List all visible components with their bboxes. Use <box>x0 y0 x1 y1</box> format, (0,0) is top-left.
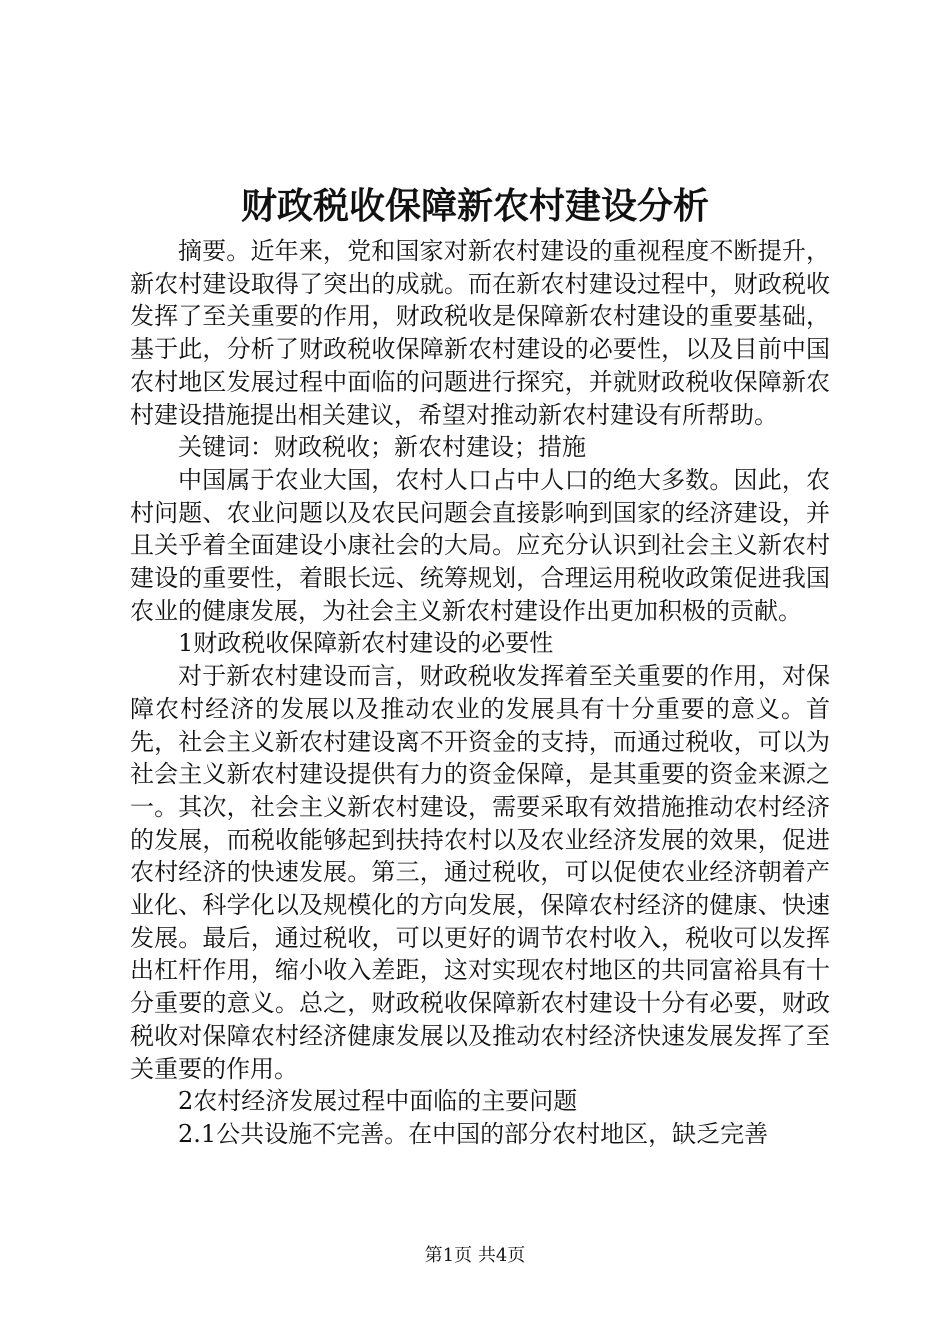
page-footer: 第1页 共4页 <box>424 1245 526 1266</box>
document-body <box>130 235 830 1151</box>
document-title: 财政税收保障新农村建设分析 <box>240 185 709 227</box>
section-heading-2: 2农村经济发展过程中面临的主要问题 <box>178 1087 578 1116</box>
section-heading-1: 1财政税收保障新农村建设的必要性 <box>178 629 554 658</box>
keywords-paragraph: 关键词：财政税收；新农村建设；措施 <box>178 433 586 462</box>
intro-paragraph: 中国属于农业大国，农村人口占中人口的绝大多数。因此，农村问题、农业问题以及农民问题会直接影响到国家的经济建设，并且关乎着全面建设小康社会的大局。应充分认识到社会主义新农村建设的重要性，着眼长远、统筹规划，合理运用税收政策促进我国农业的健康发展，为社会主义新农村建设作出更加积极的贡献。 <box>130 465 830 625</box>
section-1-paragraph: 对于新农村建设而言，财政税收发挥着至关重要的作用，对保障农村经济的发展以及推动农业的发展具有十分重要的意义。首先，社会主义新农村建设离不开资金的支持，而通过税收，可以为社会主义新农村建设提供有力的资金保障，是其重要的资金来源之一。其次，社会主义新农村建设，需要采取有效措施推动农村经济的发展，而税收能够起到扶持农村以及农业经济发展的效果，促进农村经济的快速发展。第三，通过税收，可以促使农业经济朝着产业化、科学化以及规模化的方向发展，保障农村经济的健康、快速发展。最后，通过税收，可以更好的调节农村收入，税收可以发挥出杠杆作用，缩小收入差距，这对实现农村地区的共同富裕具有十分重要的意义。总之，财政税收保障新农村建设十分有必要，财政税收对保障农村经济健康发展以及推动农村经济快速发展发挥了至关重要的作用。 <box>130 662 830 1083</box>
abstract-paragraph: 摘要。近年来，党和国家对新农村建设的重视程度不断提升，新农村建设取得了突出的成就。而在新农村建设过程中，财政税收发挥了至关重要的作用，财政税收是保障新农村建设的重要基础，基于此，分析了财政税收保障新农村建设的必要性，以及目前中国农村地区发展过程中面临的问题进行探究，并就财政税收保障新农村建设措施提出相关建议，希望对推动新农村建设有所帮助。 <box>130 237 830 429</box>
subsection-2-1-paragraph: 2.1公共设施不完善。在中国的部分农村地区，缺乏完善 <box>178 1119 769 1148</box>
